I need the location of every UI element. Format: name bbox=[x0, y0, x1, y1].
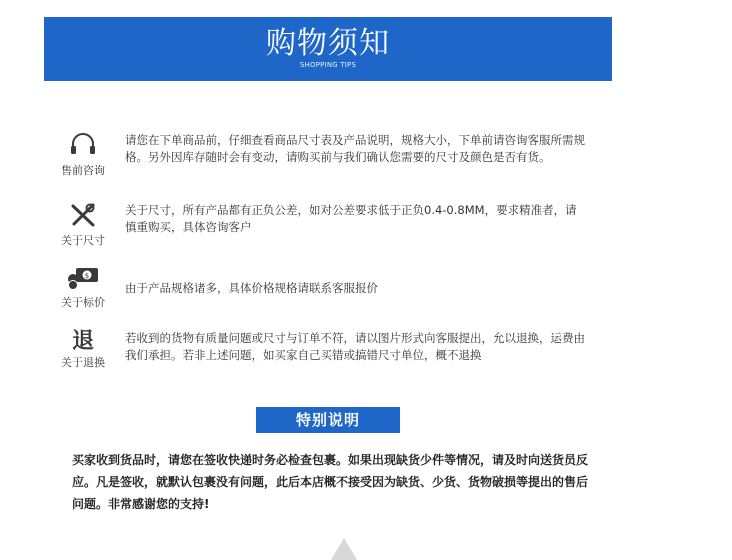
tip-label: 关于退换 bbox=[61, 356, 105, 369]
headset-icon bbox=[68, 132, 98, 158]
tip-label: 关于尺寸 bbox=[61, 234, 105, 247]
tip-text: 由于产品规格诸多，具体价格规格请联系客服报价 bbox=[125, 281, 378, 295]
tip-size-icon-group bbox=[55, 202, 111, 248]
money-icon bbox=[66, 266, 100, 290]
tip-label: 关于标价 bbox=[61, 296, 105, 309]
special-notice-title: 特别说明 bbox=[256, 407, 400, 433]
tip-price-icon-group bbox=[55, 266, 111, 310]
page-title: 购物须知 bbox=[266, 26, 390, 61]
tip-return-icon-group bbox=[55, 330, 111, 370]
return-icon: 退 bbox=[71, 329, 94, 354]
header-banner bbox=[44, 17, 612, 81]
tip-presale-icon-group bbox=[55, 132, 111, 178]
special-notice-text: 买家收到货品时，请您在签收快递时务必检查包裹。如果出现缺货少件等情况，请及时向送货员反应。凡是签收，就默认包裹没有问题，此后本店概不接受因为缺货、少货、货物破损等提出的售后问题。非常感谢您的支持! bbox=[72, 453, 589, 511]
tip-label: 售前咨询 bbox=[61, 164, 105, 177]
svg-text:$: $ bbox=[84, 272, 90, 280]
tip-text: 请您在下单商品前，仔细查看商品尺寸表及产品说明，规格大小，下单前请咨询客服所需规格。另外因库存随时会有变动，请购买前与我们确认您需要的尺寸及颜色是否有货。 bbox=[125, 133, 585, 164]
page-subtitle: SHOPPING TIPS bbox=[299, 61, 357, 69]
tip-text: 若收到的货物有质量问题或尺寸与订单不符，请以图片形式向客服提出，允以退换，运费由我们承担。若非上述问题，如买家自己买错或搞错尺寸单位，概不退换 bbox=[125, 331, 585, 362]
tools-icon bbox=[69, 202, 97, 228]
up-arrow-icon bbox=[331, 538, 357, 560]
tip-text: 关于尺寸，所有产品都有正负公差，如对公差要求低于正负0.4-0.8MM，要求精准者，请慎重购买，具体咨询客户 bbox=[125, 203, 577, 234]
